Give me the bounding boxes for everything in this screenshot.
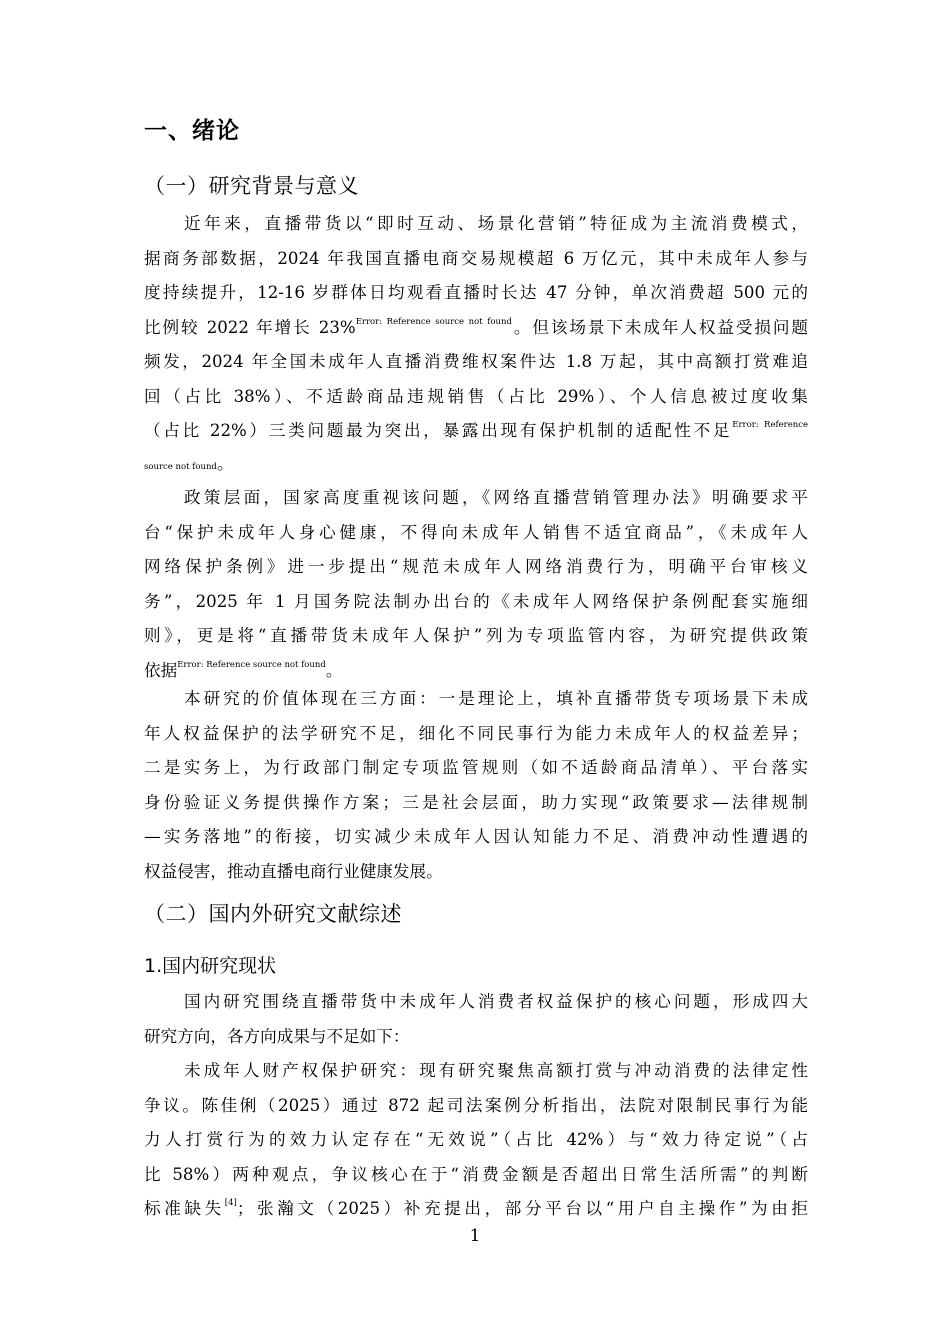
paragraph-property-rights (144, 1054, 808, 1227)
text-segment: 比例较 2022 年增长 23% (144, 317, 356, 337)
text-segment: 。 (325, 660, 343, 680)
text-segment: 依据 (144, 660, 178, 680)
text-segment: 。 (216, 453, 234, 473)
text-line: 国内研究围绕直播带货中未成年人消费者权益保护的核心问题，形成四大 (184, 992, 808, 1011)
text-line: 政策层面，国家高度重视该问题，《网络直播营销管理办法》明确要求平 (184, 488, 808, 507)
section-heading-background: （一）研究背景与意义 (144, 174, 359, 198)
paragraph-value (144, 682, 808, 889)
text-line: 则》，更是将“直播带货未成年人保护”列为专项监管内容，为研究提供政策 (144, 626, 808, 645)
text-line: 频发，2024 年全国未成年人直播消费维权案件达 1.8 万起，其中高额打赏难追 (144, 352, 808, 371)
text-line: 比 58%）两种观点，争议核心在于“消费金额是否超出日常生活所需”的判断 (144, 1164, 808, 1184)
paragraph-domestic-intro (144, 985, 808, 1054)
text-line: 度持续提升，12-16 岁群体日均观看直播时长达 47 分钟，单次消费超 500 元的 (144, 283, 808, 302)
section-heading-literature: （二）国内外研究文献综述 (144, 902, 402, 926)
text-line (144, 449, 808, 479)
text-line: —实务落地”的衔接，切实减少未成年人因认知能力不足、消费冲动性遭遇的 (144, 827, 808, 846)
citation-error: Error: Reference source not found (177, 659, 326, 670)
citation-error: Error: Reference source not found (355, 316, 512, 327)
citation-error: Error: Reference (732, 420, 809, 430)
text-segment: （占比 22%）三类问题最为突出，暴露出现有保护机制的适配性不足 (144, 421, 733, 440)
text-line: 身份验证义务提供操作方案；三是社会层面，助力实现“政策要求—法律规制 (144, 792, 808, 812)
text-line: 未成年人财产权保护研究：现有研究聚焦高额打赏与冲动消费的法律定性 (184, 1061, 808, 1080)
text-line: 务”，2025 年 1 月国务院法制办出台的《未成年人网络保护条例配套实施细 (144, 591, 808, 611)
text-line: 本研究的价值体现在三方面：一是理论上，填补直播带货专项场景下未成 (184, 689, 808, 708)
citation-marker: [4] (224, 1198, 237, 1208)
text-line: 回（占比 38%）、不适龄商品违规销售（占比 29%）、个人信息被过度收集 (144, 386, 808, 406)
paragraph-policy (144, 481, 808, 688)
text-line: 网络保护条例》进一步提出“规范未成年人网络消费行为，明确平台审核义 (144, 557, 808, 576)
text-segment: ；张瀚文（2025）补充提出，部分平台以“用户自主操作”为由拒 (236, 1199, 809, 1218)
subsection-heading: 1.国内研究现状 (144, 955, 277, 977)
text-line: 台“保护未成年人身心健康，不得向未成年人销售不适宜商品”，《未成年人 (144, 522, 808, 542)
paragraph-background (144, 207, 808, 479)
chapter-heading: 一、绪论 (144, 118, 240, 144)
page-number: 1 (469, 1226, 481, 1246)
text-line: 年人权益保护的法学研究不足，细化不同民事行为能力未成年人的权益差异； (144, 723, 808, 743)
text-line (144, 1192, 808, 1227)
text-line: 力人打赏行为的效力认定存在“无效说”（占比 42%）与“效力待定说”（占 (144, 1130, 808, 1149)
text-line (144, 311, 808, 346)
text-line (144, 414, 808, 449)
text-line: 据商务部数据，2024 年我国直播电商交易规模超 6 万亿元，其中未成年人参与 (144, 248, 808, 268)
text-line: 争议。陈佳俐（2025）通过 872 起司法案例分析指出，法院对限制民事行为能 (144, 1095, 808, 1115)
text-line: 权益侵害，推动直播电商行业健康发展。 (144, 861, 443, 881)
text-line: 近年来，直播带货以“即时互动、场景化营销”特征成为主流消费模式， (184, 214, 808, 233)
text-segment: 标准缺失 (144, 1199, 225, 1218)
text-line: 二是实务上，为行政部门制定专项监管规则（如不适龄商品清单）、平台落实 (144, 758, 808, 777)
text-line: 研究方向，各方向成果与不足如下： (144, 1026, 410, 1046)
citation-error-continued: source not found (144, 461, 217, 472)
text-segment: 。但该场景下未成年人权益受损问题 (511, 317, 809, 337)
